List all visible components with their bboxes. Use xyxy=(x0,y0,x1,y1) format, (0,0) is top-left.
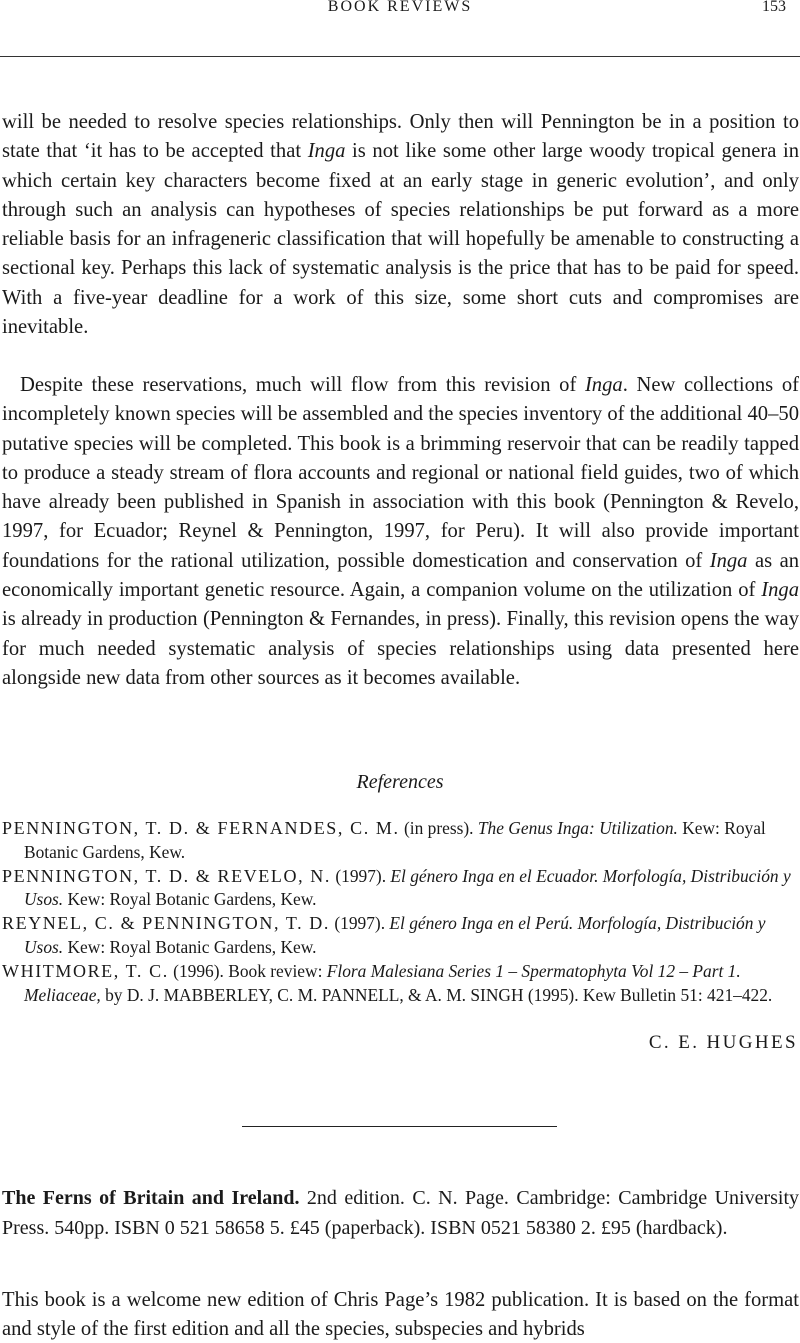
reference-authors: REYNEL, C. & PENNINGTON, T. D. xyxy=(2,913,330,934)
reference-item xyxy=(2,960,799,1008)
reference-authors: WHITMORE, T. C. xyxy=(2,960,169,981)
running-title: BOOK REVIEWS xyxy=(327,0,473,15)
reference-publisher: by D. J. MABBERLEY, C. M. PANNELL, & A. M. SINGH (1995). Kew Bulletin 51: 421–422. xyxy=(100,984,773,1005)
italic-genus: Inga xyxy=(584,374,623,396)
section-separator xyxy=(242,1126,557,1127)
text-run: is already in production (Pennington & Fernandes, in press). Finally, this revision opens the way for much needed systematic analysis of species relationships using data presented here alongside new data from other sources as it becomes available. xyxy=(2,608,799,689)
reference-title: Flora Malesiana Series 1 – Spermatophyta Vol 12 – Part 1. Meliaceae, xyxy=(24,960,741,1005)
reference-item xyxy=(2,865,799,913)
body-paragraph-2 xyxy=(2,371,799,693)
text-run: is not like some other large woody tropical genera in which certain key characters become fixed at an early stage in generic evolution’, and only through such an analysis can hypotheses of species relationships be put forward as a more reliable basis for an infrageneric classification that will hopefully be amenable to constructing a sectional key. Perhaps this lack of systematic analysis is the price that has to be paid for speed. With a five-year deadline for a work of this size, some short cuts and compromises are inevitable. xyxy=(2,140,799,339)
reference-publisher: Kew: Royal Botanic Gardens, Kew. xyxy=(63,889,317,910)
italic-genus: Inga xyxy=(761,579,799,602)
reference-item xyxy=(2,817,799,865)
next-review-title: The Ferns of Britain and Ireland. xyxy=(2,1187,300,1209)
italic-genus: Inga xyxy=(709,549,748,572)
body-paragraph-1 xyxy=(2,108,799,342)
reference-publisher: Kew: Royal Botanic Gardens, Kew. xyxy=(63,936,317,957)
text-run: will be needed to resolve species relationships. Only then will Pennington be in a position to state that ‘it has to be accepted that xyxy=(2,111,799,163)
text-run: . New collections of incompletely known species will be assembled and the species inventory of the additional 40–50 putative species will be completed. This book is a brimming reservoir that can be readily tapped to produce a steady stream of flora accounts and regional or national field guides, two of which have already been published in Spanish in association with this book (Pennington & Revelo, 1997, for Ecuador; Reynel & Pennington, 1997, for Peru). It will also provide important foundations for the rational utilization, possible domestication and conservation of xyxy=(2,374,799,572)
running-header xyxy=(0,0,800,20)
next-review-details: 2nd edition. C. N. Page. Cambridge: Cambridge University Press. 540pp. ISBN 0 521 58658 5. £45 (paperback). ISBN 0521 58380 2. £95 (hardback). xyxy=(2,1187,799,1239)
next-review-body: This book is a welcome new edition of Chris Page’s 1982 publication. It is based on the format and style of the first edition and all the species, subspecies and hybrids xyxy=(2,1289,799,1341)
next-review-heading xyxy=(2,1184,799,1243)
reference-authors: PENNINGTON, T. D. & REVELO, N. xyxy=(2,865,331,886)
reference-year: (1996). Book review: xyxy=(168,960,327,981)
header-rule xyxy=(0,56,800,57)
page-number: 153 xyxy=(762,0,786,15)
text-run: Despite these reservations, much will flow from this revision of xyxy=(20,374,585,396)
reference-publisher: Kew: Royal Botanic Gardens, Kew. xyxy=(24,818,766,862)
reference-authors: PENNINGTON, T. D. & FERNANDES, C. M. xyxy=(2,818,400,838)
references-heading: References xyxy=(356,771,444,793)
reference-title: El género Inga en el Ecuador. Morfología, Distribución y Usos. xyxy=(24,865,791,910)
italic-genus: Inga xyxy=(307,140,346,163)
reference-title: El género Inga en el Perú. Morfología, Distribución y Usos. xyxy=(24,913,766,957)
reference-year: (1997). xyxy=(330,913,390,934)
reference-title: The Genus Inga: Utilization. xyxy=(477,818,678,838)
references-list xyxy=(2,817,799,1007)
reference-year: (1997). xyxy=(331,865,391,886)
reference-item xyxy=(2,912,799,960)
text-run: as an economically important genetic resource. Again, a companion volume on the utilization of xyxy=(2,549,800,602)
reviewer-signature: C. E. HUGHES xyxy=(648,1032,798,1053)
reference-year: (in press). xyxy=(399,818,478,838)
